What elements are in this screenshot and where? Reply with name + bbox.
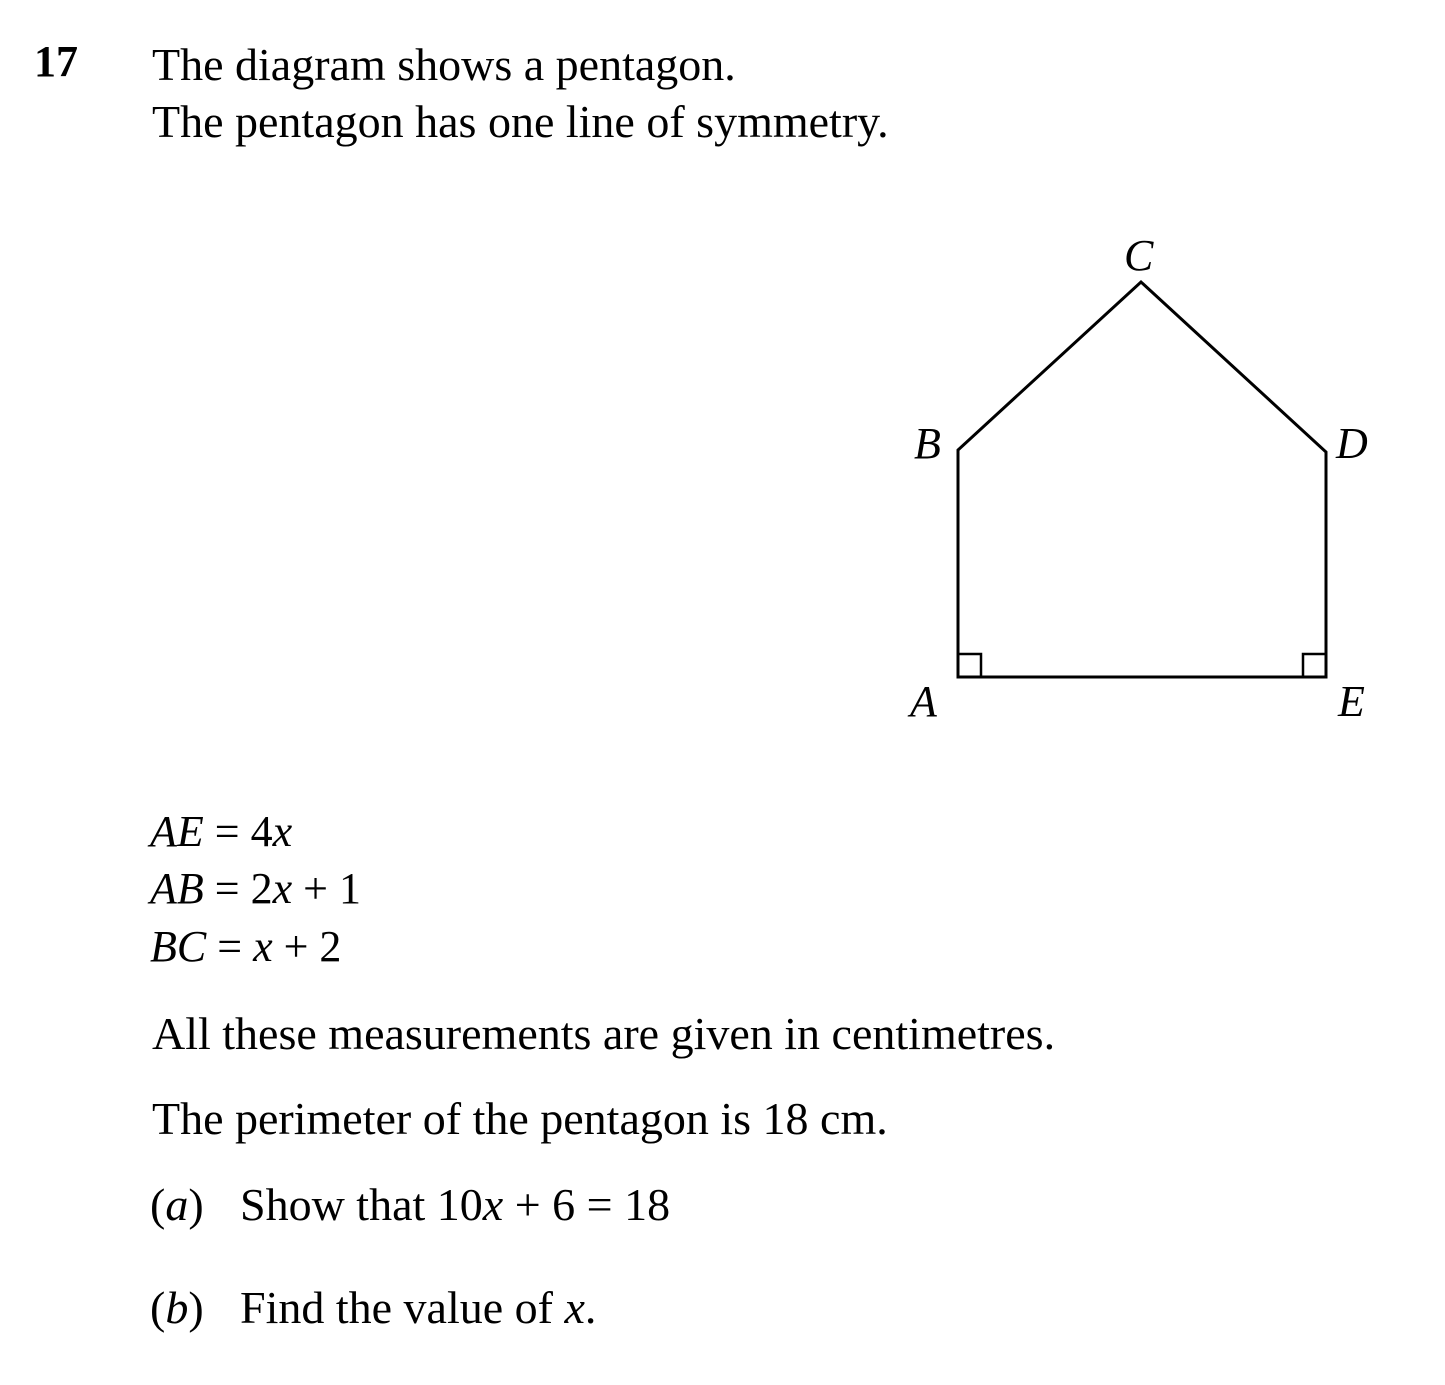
right-angle-marker-a bbox=[958, 654, 981, 677]
units-statement: All these measurements are given in centimetres. bbox=[152, 1008, 1056, 1059]
equation-ae bbox=[150, 807, 293, 856]
part-a-text-after: + 6 = 18 bbox=[503, 1179, 671, 1230]
equation-ab bbox=[150, 864, 361, 913]
part-a-close: ) bbox=[188, 1179, 204, 1230]
equation-ab-equals: = bbox=[203, 864, 251, 913]
part-a-letter: a bbox=[165, 1179, 189, 1230]
vertex-label-d: D bbox=[1336, 419, 1368, 468]
part-b-close: ) bbox=[188, 1282, 204, 1333]
part-b-text-before: Find the value of bbox=[240, 1282, 565, 1333]
intro-line-2: The pentagon has one line of symmetry. bbox=[152, 96, 889, 147]
part-b-open: ( bbox=[150, 1282, 166, 1333]
equation-bc-rest: + 2 bbox=[272, 922, 342, 971]
part-a-text-before: Show that 10 bbox=[240, 1179, 483, 1230]
equation-ab-lhs: AB bbox=[150, 864, 204, 913]
equation-ae-var: x bbox=[272, 807, 293, 856]
equation-ae-lhs: AE bbox=[150, 807, 204, 856]
part-b-letter: b bbox=[165, 1282, 189, 1333]
perimeter-statement: The perimeter of the pentagon is 18 cm. bbox=[152, 1093, 888, 1144]
part-b bbox=[150, 1282, 597, 1333]
equation-ab-rest: + 1 bbox=[292, 864, 361, 913]
vertex-label-e: E bbox=[1338, 677, 1365, 726]
part-a-label bbox=[150, 1179, 240, 1230]
part-b-label bbox=[150, 1282, 240, 1333]
equation-bc bbox=[150, 922, 342, 971]
part-b-var: x bbox=[564, 1282, 585, 1333]
equation-ae-coef: 4 bbox=[250, 807, 273, 856]
vertex-label-c: C bbox=[1124, 231, 1154, 280]
vertex-label-b: B bbox=[914, 419, 941, 468]
equation-bc-equals: = bbox=[206, 922, 254, 971]
vertex-label-a: A bbox=[910, 677, 937, 726]
part-a-open: ( bbox=[150, 1179, 166, 1230]
part-b-text-after: . bbox=[584, 1282, 597, 1333]
part-a bbox=[150, 1179, 671, 1230]
pentagon-outline bbox=[958, 282, 1326, 677]
equation-bc-var: x bbox=[253, 922, 273, 971]
equation-bc-lhs: BC bbox=[150, 922, 207, 971]
part-a-var: x bbox=[482, 1179, 504, 1230]
equation-ab-coef: 2 bbox=[250, 864, 273, 913]
equation-ab-var: x bbox=[272, 864, 293, 913]
equation-ae-equals: = bbox=[203, 807, 251, 856]
intro-line-1: The diagram shows a pentagon. bbox=[152, 39, 736, 90]
right-angle-marker-e bbox=[1303, 654, 1326, 677]
question-number: 17 bbox=[34, 37, 78, 86]
